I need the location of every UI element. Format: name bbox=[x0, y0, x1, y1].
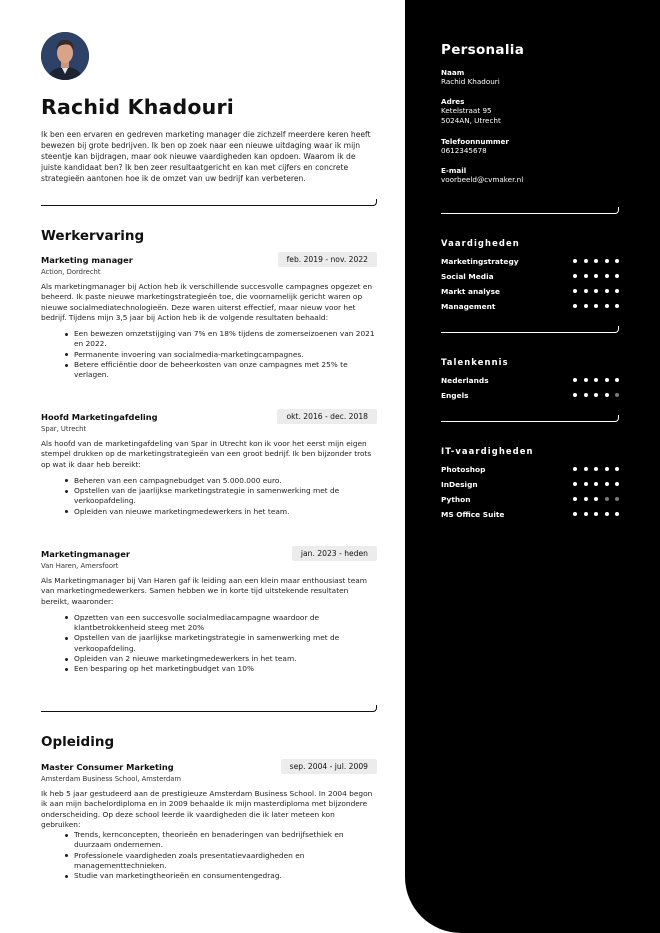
skill-name: Python bbox=[441, 495, 471, 504]
rating-dot-filled bbox=[584, 512, 588, 516]
rating-dot-filled bbox=[584, 482, 588, 486]
rating-dot-filled bbox=[605, 482, 609, 486]
rating-dot-filled bbox=[573, 482, 577, 486]
skill-name: Photoshop bbox=[441, 465, 486, 474]
job-title: Marketing manager bbox=[41, 255, 133, 265]
rating-dot-filled bbox=[605, 289, 609, 293]
skill-rating bbox=[573, 289, 619, 293]
rating-dot-filled bbox=[573, 274, 577, 278]
skill-row bbox=[441, 480, 619, 490]
rating-dot-filled bbox=[615, 378, 619, 382]
info-email bbox=[441, 166, 523, 185]
languages-heading: Talenkennis bbox=[441, 357, 509, 367]
job-entry bbox=[41, 252, 377, 381]
info-label: Telefoonnummer bbox=[441, 137, 509, 146]
rating-dot-filled bbox=[573, 259, 577, 263]
skill-name: Management bbox=[441, 302, 496, 311]
job-entry bbox=[41, 546, 377, 675]
experience-heading: Werkervaring bbox=[41, 228, 145, 244]
sidebar-divider bbox=[441, 415, 619, 423]
skill-name: Nederlands bbox=[441, 376, 489, 385]
rating-dot-filled bbox=[615, 512, 619, 516]
date-badge: sep. 2004 - jul. 2009 bbox=[281, 759, 377, 774]
job-entry bbox=[41, 409, 377, 517]
skill-name: MS Office Suite bbox=[441, 510, 505, 519]
sidebar-divider bbox=[441, 326, 619, 334]
rating-dot-filled bbox=[573, 378, 577, 382]
rating-dot-empty bbox=[605, 497, 609, 501]
list-item: Opstellen van de jaarlijkse marketingstrategie in samenwerking met de verkoopafdeling. bbox=[65, 633, 377, 654]
skill-row bbox=[441, 376, 619, 386]
rating-dot-filled bbox=[615, 482, 619, 486]
skill-row bbox=[441, 302, 619, 312]
skill-row bbox=[441, 272, 619, 282]
skill-rating bbox=[573, 378, 619, 382]
skills-heading: Vaardigheden bbox=[441, 238, 520, 248]
rating-dot-filled bbox=[594, 274, 598, 278]
job-description: Als Marketingmanager bij Van Haren gaf ik leiding aan een klein maar enthousiast team van marketingmedewerkers. Samen hebben we in korte tijd uitstekende resultaten bereikt, waaronder: bbox=[41, 576, 367, 606]
job-title: Hoofd Marketingafdeling bbox=[41, 412, 158, 422]
rating-dot-filled bbox=[605, 467, 609, 471]
rating-dot-filled bbox=[584, 467, 588, 471]
profile-photo-icon bbox=[41, 32, 89, 80]
rating-dot-filled bbox=[584, 259, 588, 263]
info-value: 0612345678 bbox=[441, 146, 487, 156]
rating-dot-filled bbox=[584, 393, 588, 397]
personalia-heading: Personalia bbox=[441, 42, 525, 58]
skill-name: InDesign bbox=[441, 480, 478, 489]
skill-row bbox=[441, 257, 619, 267]
job-location: Van Haren, Amersfoort bbox=[41, 562, 119, 570]
skill-row bbox=[441, 287, 619, 297]
skill-rating bbox=[573, 304, 619, 308]
rating-dot-filled bbox=[605, 259, 609, 263]
info-label: Naam bbox=[441, 68, 465, 77]
info-address bbox=[441, 97, 501, 125]
date-badge: okt. 2016 - dec. 2018 bbox=[277, 409, 377, 424]
profile-intro: Ik ben een ervaren en gedreven marketing manager die zichzelf meerdere keren heeft bewezen bij grote bedrijven. Ik ben op zoek naar een nieuwe uitdaging waar ik mijn steentje kan bijdragen, maar ook nieuwe vaardigheden kan opdoen. Waarom ik de juiste kandidaat ben? Ik ben zeer resultaatgericht en kan met cijfers en concrete strategieën aantonen hoe ik de omzet van uw bedrijf kan verbeteren. bbox=[41, 130, 371, 183]
skill-rating bbox=[573, 467, 619, 471]
rating-dot-filled bbox=[584, 289, 588, 293]
list-item: Permanente invoering van socialmedia-marketingcampagnes. bbox=[65, 350, 377, 360]
rating-dot-filled bbox=[573, 304, 577, 308]
job-achievements bbox=[41, 476, 377, 517]
rating-dot-filled bbox=[573, 393, 577, 397]
sidebar-divider bbox=[441, 207, 619, 215]
education-heading: Opleiding bbox=[41, 734, 115, 750]
rating-dot-empty bbox=[615, 497, 619, 501]
skill-rating bbox=[573, 393, 619, 397]
degree-title: Master Consumer Marketing bbox=[41, 762, 174, 772]
job-title: Marketingmanager bbox=[41, 549, 130, 559]
education-entry bbox=[41, 759, 377, 882]
rating-dot-filled bbox=[615, 467, 619, 471]
rating-dot-filled bbox=[605, 304, 609, 308]
info-phone bbox=[441, 137, 509, 156]
list-item: Een bewezen omzetstijging van 7% en 18% tijdens de zomerseizoenen van 2021 en 2022. bbox=[65, 329, 377, 350]
skill-rating bbox=[573, 274, 619, 278]
skill-rating bbox=[573, 259, 619, 263]
date-badge: jan. 2023 - heden bbox=[292, 546, 377, 561]
rating-dot-filled bbox=[594, 259, 598, 263]
rating-dot-filled bbox=[615, 304, 619, 308]
rating-dot-filled bbox=[573, 497, 577, 501]
skill-rating bbox=[573, 482, 619, 486]
list-item: Beheren van een campagnebudget van 5.000.000 euro. bbox=[65, 476, 377, 486]
rating-dot-filled bbox=[605, 393, 609, 397]
section-divider bbox=[41, 705, 377, 713]
info-label: Adres bbox=[441, 97, 465, 106]
skill-name: Engels bbox=[441, 391, 469, 400]
section-divider bbox=[41, 199, 377, 207]
info-name bbox=[441, 68, 500, 87]
info-value: Rachid Khadouri bbox=[441, 77, 500, 87]
rating-dot-filled bbox=[573, 512, 577, 516]
rating-dot-filled bbox=[584, 304, 588, 308]
rating-dot-filled bbox=[615, 259, 619, 263]
list-item: Opstellen van de jaarlijkse marketingstrategie in samenwerking met de verkoopafdeling. bbox=[65, 486, 377, 507]
rating-dot-filled bbox=[615, 274, 619, 278]
rating-dot-filled bbox=[584, 378, 588, 382]
info-value: Ketelstraat 95 bbox=[441, 106, 492, 116]
rating-dot-filled bbox=[573, 289, 577, 293]
skill-name: Marketingstrategy bbox=[441, 257, 519, 266]
avatar bbox=[41, 32, 89, 80]
sidebar bbox=[405, 0, 660, 933]
education-description: Ik heb 5 jaar gestudeerd aan de prestigieuze Amsterdam Business School. In 2004 begon ik aan mijn bachelordiploma en in 2009 behaalde ik mijn masterdiploma met bijzondere onderscheiding. Op deze school leerde ik vaardigheden die ik later meteen kon gebruiken: bbox=[41, 789, 373, 829]
list-item: Professionele vaardigheden zoals presentatievaardigheden en managementtechnieken. bbox=[65, 851, 377, 872]
info-label: E-mail bbox=[441, 166, 467, 175]
job-achievements bbox=[41, 329, 377, 380]
job-description: Als hoofd van de marketingafdeling van Spar in Utrecht kon ik voor het eerst mijn eigen stempel drukken op de marketingstrategieën van een groot bedrijf. Ik ben bijzonder trots op wat ik daar heb bereikt: bbox=[41, 439, 372, 469]
rating-dot-filled bbox=[605, 512, 609, 516]
rating-dot-filled bbox=[594, 289, 598, 293]
school-location: Amsterdam Business School, Amsterdam bbox=[41, 775, 182, 783]
list-item: Opleiden van nieuwe marketingmedewerkers in het team. bbox=[65, 507, 377, 517]
list-item: Een besparing op het marketingbudget van 10% bbox=[65, 664, 377, 674]
job-location: Action, Dordrecht bbox=[41, 268, 101, 276]
info-value: voorbeeld@cvmaker.nl bbox=[441, 175, 524, 185]
rating-dot-filled bbox=[594, 304, 598, 308]
list-item: Trends, kernconcepten, theorieën en benaderingen van bedrijfsethiek en duurzaam ondernemen. bbox=[65, 830, 377, 851]
job-location: Spar, Utrecht bbox=[41, 425, 87, 433]
rating-dot-empty bbox=[615, 393, 619, 397]
skill-row bbox=[441, 391, 619, 401]
list-item: Opzetten van een succesvolle socialmediacampagne waardoor de klantbetrokkenheid steeg met 20% bbox=[65, 613, 377, 634]
rating-dot-filled bbox=[594, 482, 598, 486]
skill-row bbox=[441, 495, 619, 505]
job-achievements bbox=[41, 613, 377, 675]
rating-dot-filled bbox=[594, 393, 598, 397]
info-value: 5024AN, Utrecht bbox=[441, 115, 501, 125]
list-item: Studie van marketingtheorieën en consumentengedrag. bbox=[65, 871, 377, 881]
rating-dot-filled bbox=[594, 378, 598, 382]
it-skills-heading: IT-vaardigheden bbox=[441, 446, 534, 456]
rating-dot-filled bbox=[615, 289, 619, 293]
skill-name: Markt analyse bbox=[441, 287, 501, 296]
education-highlights bbox=[41, 830, 377, 881]
rating-dot-filled bbox=[594, 512, 598, 516]
candidate-name: Rachid Khadouri bbox=[41, 95, 235, 119]
skill-row bbox=[441, 465, 619, 475]
skill-row bbox=[441, 510, 619, 520]
date-badge: feb. 2019 - nov. 2022 bbox=[278, 252, 377, 267]
rating-dot-filled bbox=[573, 467, 577, 471]
rating-dot-filled bbox=[594, 467, 598, 471]
job-description: Als marketingmanager bij Action heb ik verschillende succesvolle campagnes opgezet en beheerd. Ik paste nieuwe marketingstrategieën toe, die voornamelijk gericht waren op nieuwe socialmediatechnologieën. Deze waren uiterst effectief, maar nieuw voor het bedrijf. Tijdens mijn 3,5 jaar bij Action heb ik de volgende resultaten behaald: bbox=[41, 282, 373, 322]
skill-rating bbox=[573, 512, 619, 516]
list-item: Opleiden van 2 nieuwe marketingmedewerkers in het team. bbox=[65, 654, 377, 664]
rating-dot-filled bbox=[594, 497, 598, 501]
skill-name: Social Media bbox=[441, 272, 494, 281]
rating-dot-filled bbox=[605, 274, 609, 278]
rating-dot-filled bbox=[605, 378, 609, 382]
list-item: Betere efficiëntie door de beheerkosten van onze campagnes met 25% te verlagen. bbox=[65, 360, 377, 381]
rating-dot-filled bbox=[584, 274, 588, 278]
rating-dot-filled bbox=[584, 497, 588, 501]
skill-rating bbox=[573, 497, 619, 501]
